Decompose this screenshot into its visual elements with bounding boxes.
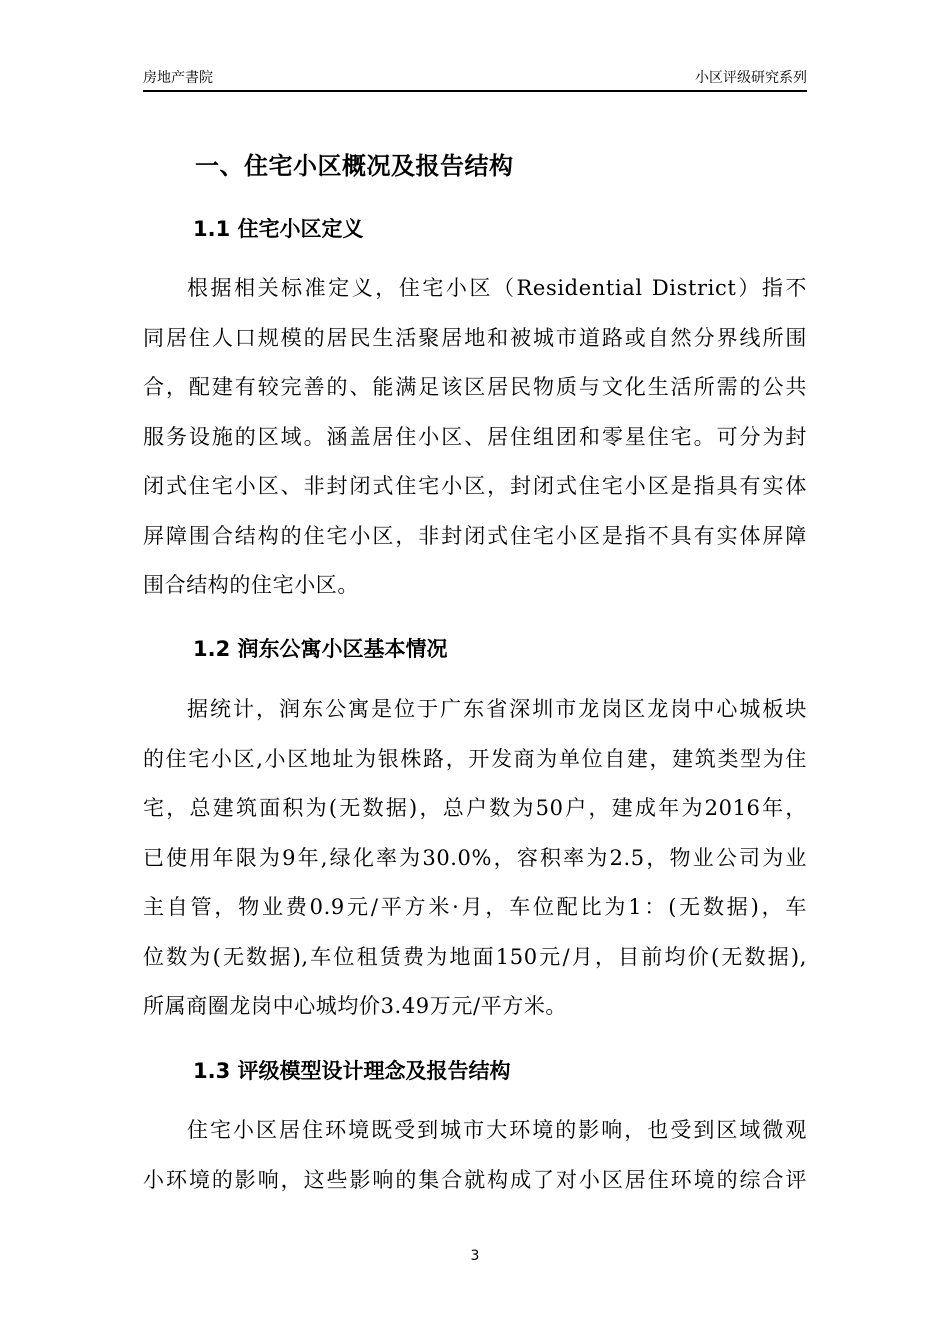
paragraph-line: 位数为(无数据),车位租赁费为地面150元/月，目前均价(无数据), [143,944,807,969]
section-heading-1-2: 1.2 润东公寓小区基本情况 [193,637,448,661]
paragraph-line: 服务设施的区域。涵盖居住小区、居住组团和零星住宅。可分为封 [143,424,807,449]
paragraph-line: 的住宅小区,小区地址为银株路，开发商为单位自建，建筑类型为住 [143,746,807,771]
section-paragraph-1-3 [143,1106,807,1205]
section-paragraph-1-1 [143,264,807,611]
header-publisher: 房地产書院 [143,70,213,86]
section-heading-1-1: 1.1 住宅小区定义 [193,217,364,241]
page-number: 3 [470,1248,480,1264]
paragraph-line: 据统计，润东公寓是位于广东省深圳市龙岗区龙岗中心城板块 [187,697,807,721]
header-series-title: 小区评级研究系列 [695,70,807,86]
section-heading-1-3: 1.3 评级模型设计理念及报告结构 [193,1059,511,1083]
paragraph-line: 主自管，物业费0.9元/平方米·月，车位配比为1：(无数据)，车 [143,895,807,919]
paragraph-line: 已使用年限为9年,绿化率为30.0%，容积率为2.5，物业公司为业 [143,845,807,870]
paragraph-line: 住宅小区居住环境既受到城市大环境的影响，也受到区域微观 [187,1118,807,1142]
section-paragraph-1-2 [143,685,807,1032]
paragraph-line: 屏障围合结构的住宅小区，非封闭式住宅小区是指不具有实体屏障 [143,523,807,548]
paragraph-line: 闭式住宅小区、非封闭式住宅小区，封闭式住宅小区是指具有实体 [143,474,807,498]
paragraph-line: 根据相关标准定义，住宅小区（Residential District）指不 [187,276,807,300]
paragraph-line: 围合结构的住宅小区。 [143,573,359,597]
paragraph-line: 合，配建有较完善的、能满足该区居民物质与文化生活所需的公共 [143,375,807,399]
chapter-title: 一、住宅小区概况及报告结构 [195,152,514,180]
paragraph-line: 宅，总建筑面积为(无数据)，总户数为50户，建成年为2016年， [143,796,807,820]
page-header [143,64,807,92]
paragraph-line: 小环境的影响，这些影响的集合就构成了对小区居住环境的综合评 [143,1167,807,1192]
paragraph-line: 同居住人口规模的居民生活聚居地和被城市道路或自然分界线所围 [143,325,807,350]
paragraph-line: 所属商圈龙岗中心城均价3.49万元/平方米。 [143,994,568,1018]
